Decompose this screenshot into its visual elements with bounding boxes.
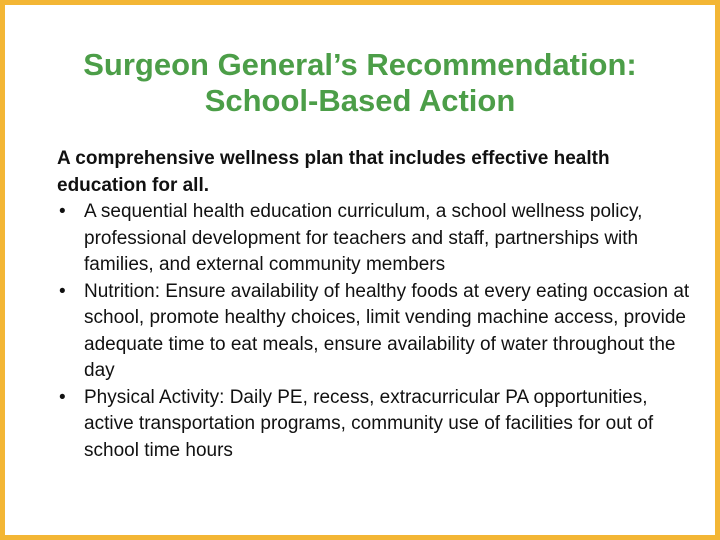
slide-title (10, 47, 710, 119)
bullet-item-curriculum (57, 199, 697, 279)
bullet-mark: • (59, 386, 66, 408)
bullet-item-nutrition (57, 279, 697, 385)
slide-title-line-1: Surgeon General’s Recommendation: (83, 47, 637, 82)
bullet-mark: • (59, 280, 66, 302)
slide-title-line-2: School-Based Action (204, 83, 516, 118)
bullet-list (57, 199, 697, 464)
intro-text: A comprehensive wellness plan that includes effective health education for all. (57, 148, 610, 196)
bullet-item-physical-activity (57, 385, 697, 465)
bullet-text: A sequential health education curriculum, a school wellness policy, professional development for teachers and staff, partnerships with families, and external community members (84, 201, 643, 275)
bullet-mark: • (59, 201, 66, 222)
bullet-text: Physical Activity: Daily PE, recess, extracurricular PA opportunities, active transportation programs, community use of facilities for out of school time hours (84, 386, 654, 461)
slide-body (57, 146, 697, 464)
bullet-text: Nutrition: Ensure availability of healthy foods at every eating occasion at school, promote healthy choices, limit vending machine access, provide adequate time to eat meals, ensure availability of water throughout the day (84, 280, 690, 381)
